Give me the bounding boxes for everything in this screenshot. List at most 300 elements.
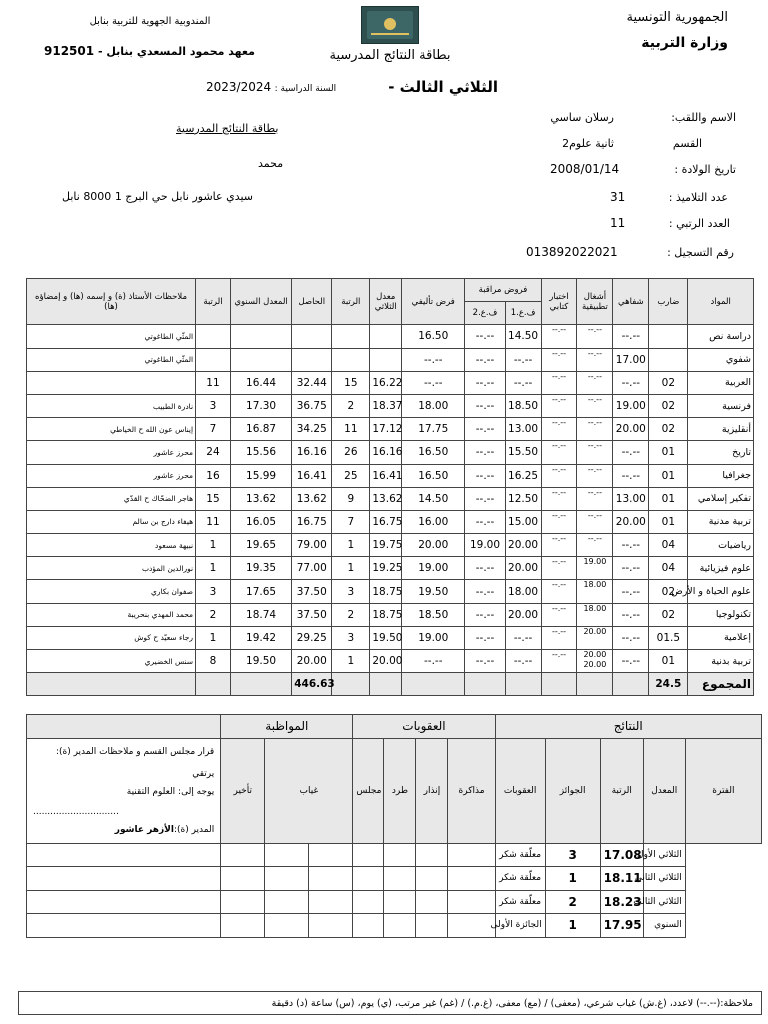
control-2-cell: --.-- [465,487,505,510]
absence-b-cell [265,843,309,867]
tri-avg-cell: 18.75 [370,603,402,626]
oral-cell: --.-- [613,603,649,626]
director-label: المدير (ة): [173,824,215,835]
teacher-note-cell: رجاء سعيّد ح كوش [27,626,196,649]
col-written: اختبار كتابي [541,279,577,325]
total-cell: 36.75 [292,394,332,417]
tri-avg-cell: 16.16 [370,441,402,464]
written-cell: --.-- [541,603,577,626]
decision-value: يرتقي [192,768,215,779]
school-year-value: 2023/2024 [206,80,272,94]
subject-cell: فرنسية [688,394,754,417]
coef-cell: 02 [649,371,688,394]
written-cell: --.-- [541,418,577,441]
council-cell [309,890,353,914]
result-rank-cell: 2 [545,890,600,914]
written-cell: --.-- [541,325,577,348]
control-1-cell: 18.50 [505,394,541,417]
control-1-cell: 15.50 [505,441,541,464]
practical-cell: --.-- [577,418,613,441]
subject-cell: علوم فيزيائية [688,557,754,580]
total-cell: 79.00 [292,534,332,557]
annual-rank-cell [196,325,231,348]
total-cell: 20.00 [292,650,332,673]
practical-cell: --.-- [577,464,613,487]
control-2-cell: --.-- [465,348,505,371]
written-cell: --.-- [541,650,577,673]
penalty-cell [448,890,495,914]
oral-cell: 13.00 [613,487,649,510]
control-1-cell: 14.50 [505,325,541,348]
coef-cell [649,325,688,348]
col-annual-rank: الرتبة [196,279,231,325]
class-value: ثانية علوم2 [562,137,614,150]
teacher-note-cell: المثّي الطاغوتي [27,348,196,371]
tri-avg-cell: 17.12 [370,418,402,441]
annual-avg-cell: 19.50 [230,650,291,673]
subject-cell: العربية [688,371,754,394]
results-table [26,714,762,938]
annual-avg-cell: 19.65 [230,534,291,557]
prize-cell: الجائزة الأولى [495,914,545,938]
annual-rank-cell: 3 [196,580,231,603]
control-2-cell: --.-- [465,603,505,626]
synthesis-cell: 18.50 [402,603,465,626]
parent-name: محمد [258,157,284,170]
signature-dots: .............................. [33,806,119,817]
control-2-cell: --.-- [465,371,505,394]
subject-cell: جغرافيا [688,464,754,487]
control-2-cell: --.-- [465,580,505,603]
control-2-cell: --.-- [465,464,505,487]
col-rank: الرتبة [332,279,370,325]
teacher-note-cell: صفوان بكاري [27,580,196,603]
grade-row [27,464,754,487]
grade-row [27,487,754,510]
control-1-cell: --.-- [505,371,541,394]
total-cell: 16.16 [292,441,332,464]
name-label: الاسم واللقب: [671,111,736,124]
total-cell: 34.25 [292,418,332,441]
annual-rank-cell: 15 [196,487,231,510]
warning-cell [384,890,416,914]
practical-cell: --.-- [577,348,613,371]
teacher-note-cell: إيناس عون الله ح الخياطي [27,418,196,441]
result-row [27,867,762,891]
card-title: بطاقة النتائج المدرسية [329,48,451,63]
penalty-cell [448,914,495,938]
coef-cell: 01 [649,487,688,510]
tri-avg-cell: 13.62 [370,487,402,510]
penalties-title: العقوبات [353,715,495,739]
attendance-title: المواظبة [221,715,353,739]
grade-row [27,534,754,557]
practical-cell: --.-- [577,441,613,464]
synthesis-cell: 16.00 [402,510,465,533]
oral-cell: --.-- [613,325,649,348]
ministry-logo [361,6,419,44]
oral-cell: --.-- [613,371,649,394]
memo-header: مذاكرة [448,738,495,843]
control-1-cell: 18.00 [505,580,541,603]
written-cell: --.-- [541,441,577,464]
practical-cell: --.-- [577,510,613,533]
annual-rank-cell: 11 [196,510,231,533]
col-practical: أشغال تطبيقية [577,279,613,325]
rank-cell: 25 [332,464,370,487]
class-label: القسم [672,137,702,150]
grade-row [27,626,754,649]
coef-cell: 04 [649,534,688,557]
grade-row [27,650,754,673]
annual-rank-cell: 7 [196,418,231,441]
teacher-note-cell: نورالدين المؤدب [27,557,196,580]
total-cell [292,348,332,371]
written-cell: --.-- [541,371,577,394]
prize-cell: معلّقة شكر [495,867,545,891]
synthesis-cell: 19.00 [402,557,465,580]
tri-avg-cell [370,348,402,371]
grade-row [27,325,754,348]
rank-cell: 7 [332,510,370,533]
footer-note: ملاحظة:(--.--) لاعدد، (غ.ش) غياب شرعي، (معفى) / (مع) معفى، (غ.م.) / (غم) غير مرتب، (ي) يوم، (س) ساعة (د) دقيقة [18,991,762,1015]
result-rank-cell: 1 [545,867,600,891]
grade-row [27,557,754,580]
control-2-cell: --.-- [465,650,505,673]
absence-a-cell [221,867,265,891]
total-cell [292,325,332,348]
annual-avg-cell: 17.30 [230,394,291,417]
absence-a-cell [221,890,265,914]
total-cell [332,673,370,696]
decision-title: قرار مجلس القسم و ملاحظات المدير (ة): [55,746,215,757]
memo-cell [416,843,448,867]
memo-cell [416,867,448,891]
absence-a-cell [221,914,265,938]
control-1-cell: 20.00 [505,603,541,626]
subject-cell: أنقليزية [688,418,754,441]
practical-cell: --.-- [577,325,613,348]
written-cell: --.-- [541,510,577,533]
annual-rank-cell: 16 [196,464,231,487]
coef-cell: 02 [649,580,688,603]
penalty-cell [448,867,495,891]
total-cell: 77.00 [292,557,332,580]
address-line: سيدي عاشور نابل حي البرج 1 8000 نابل [62,190,254,203]
oral-cell: 20.00 [613,418,649,441]
rank-cell: 3 [332,626,370,649]
expel-cell [353,914,384,938]
oral-cell: --.-- [613,441,649,464]
control-1-cell: 13.00 [505,418,541,441]
rank-header: الرتبة [600,738,643,843]
annual-rank-cell: 3 [196,394,231,417]
annual-avg-cell: 19.42 [230,626,291,649]
rank-cell: 9 [332,487,370,510]
director-line [33,823,214,837]
total-cell [230,673,291,696]
practical-cell: --.-- [577,371,613,394]
synthesis-cell: 18.00 [402,394,465,417]
period-cell: الثلاثي الثاني [643,867,685,891]
control-1-cell: 16.25 [505,464,541,487]
rank-cell: 3 [332,580,370,603]
practical-cell: 20.00 [577,626,613,649]
oral-cell: 17.00 [613,348,649,371]
late-cell [27,867,221,891]
coef-cell: 01 [649,441,688,464]
birth-label: تاريخ الولادة : [674,163,736,176]
col-tri-avg: معدل الثلاثي [370,279,402,325]
col-subject: المواد [688,279,754,325]
total-cell: 37.50 [292,580,332,603]
blank-cell [27,715,221,739]
oral-cell: --.-- [613,580,649,603]
oral-cell: --.-- [613,557,649,580]
written-cell: --.-- [541,464,577,487]
rank-cell: 2 [332,603,370,626]
council-cell [309,843,353,867]
trimester-title: الثلاثي الثالث - [388,78,498,96]
practical-value-2: 20.00 [583,660,607,669]
coef-cell: 01 [649,650,688,673]
grade-row [27,371,754,394]
coef-cell: 02 [649,603,688,626]
subject-cell: علوم الحياة و الأرض [688,580,754,603]
synthesis-cell: 16.50 [402,464,465,487]
col-synthesis: فرض تأليفي [402,279,465,325]
subject-cell: دراسة نص [688,325,754,348]
annual-avg-cell: 16.05 [230,510,291,533]
expel-cell [353,890,384,914]
written-cell: --.-- [541,348,577,371]
annual-avg-cell: 17.65 [230,580,291,603]
school-line [44,44,255,58]
control-2-cell: --.-- [465,510,505,533]
total-cell [27,673,196,696]
result-avg-cell: 18.11 [600,867,643,891]
synthesis-cell: 20.00 [402,534,465,557]
oral-cell: 19.00 [613,394,649,417]
warning-cell [384,867,416,891]
school-code: 912501 [44,44,95,58]
rank-cell: 11 [332,418,370,441]
synthesis-cell: --.-- [402,371,465,394]
oral-cell: --.-- [613,626,649,649]
warning-header: إنذار [416,738,448,843]
late-cell [27,890,221,914]
oral-cell: --.-- [613,650,649,673]
count-label: عدد التلاميذ : [668,191,728,204]
coef-cell: 01.5 [649,626,688,649]
rank-cell: 15 [332,371,370,394]
oral-cell: --.-- [613,464,649,487]
synthesis-cell: 17.75 [402,418,465,441]
control-2-cell: --.-- [465,325,505,348]
rank-cell: 1 [332,557,370,580]
result-rank-cell: 3 [545,843,600,867]
result-avg-cell: 17.08 [600,843,643,867]
prizes-header: الجوائز [545,738,600,843]
practical-value-1: 20.00 [583,650,607,659]
control-1-cell: 15.00 [505,510,541,533]
birth-value: 2008/01/14 [550,162,620,176]
annual-avg-cell [230,348,291,371]
coef-cell: 04 [649,557,688,580]
total-row [27,673,754,696]
synthesis-cell: 14.50 [402,487,465,510]
total-cell: 446.63 [292,673,332,696]
warning-cell [384,914,416,938]
control-1-cell: 12.50 [505,487,541,510]
annual-avg-cell: 18.74 [230,603,291,626]
practical-cell: --.-- [577,394,613,417]
tri-avg-cell: 19.75 [370,534,402,557]
memo-cell [416,914,448,938]
total-cell: 13.62 [292,487,332,510]
grade-row [27,510,754,533]
synthesis-cell: 19.50 [402,580,465,603]
penalty-cell [448,843,495,867]
written-cell: --.-- [541,534,577,557]
annual-rank-cell: 11 [196,371,231,394]
total-cell: 16.41 [292,464,332,487]
absence-b-cell [265,867,309,891]
total-cell [613,673,649,696]
rank-cell: 1 [332,534,370,557]
total-cell: 29.25 [292,626,332,649]
subject-cell: تفكير إسلامي [688,487,754,510]
annual-avg-cell: 15.99 [230,464,291,487]
late-cell [27,843,221,867]
teacher-note-cell: نبيهة مسعود [27,534,196,557]
rank-cell [332,348,370,371]
council-decision [27,738,221,843]
rank-cell [332,325,370,348]
synthesis-cell: --.-- [402,650,465,673]
annual-avg-cell: 15.56 [230,441,291,464]
control-1-cell: --.-- [505,348,541,371]
period-cell: الثلاثي الثالث [643,890,685,914]
avg-header: المعدل [643,738,685,843]
reg-value: 013892022021 [526,245,618,259]
col-annual-avg: المعدل السنوي [230,279,291,325]
address-title: بطاقة النتائج المدرسية [176,122,279,135]
total-cell [541,673,577,696]
annual-rank-cell: 1 [196,557,231,580]
col-total: الحاصل [292,279,332,325]
annual-rank-cell: 1 [196,626,231,649]
result-row [27,890,762,914]
col-oral: شفاهي [613,279,649,325]
school-year [206,80,336,94]
tri-avg-cell: 20.00 [370,650,402,673]
annual-rank-cell: 8 [196,650,231,673]
order-value: 11 [610,216,626,230]
teacher-note-cell: محرز عاشور [27,441,196,464]
prize-cell: معلّقة شكر [495,843,545,867]
period-cell: الثلاثي الأول [643,843,685,867]
oral-cell: --.-- [613,534,649,557]
written-cell: --.-- [541,394,577,417]
synthesis-cell: 16.50 [402,441,465,464]
practical-cell: --.-- [577,487,613,510]
practical-cell: --.-- [577,534,613,557]
total-cell: 37.50 [292,603,332,626]
col-control: فروض مراقبة [465,279,541,302]
tri-avg-cell [370,325,402,348]
result-avg-cell: 17.95 [600,914,643,938]
total-cell: 24.5 [649,673,688,696]
result-rank-cell: 1 [545,914,600,938]
late-header: تأخير [221,738,265,843]
practical-cell: 19.00 [577,557,613,580]
teacher-note-cell: نادرة الطبيب [27,394,196,417]
name-value: رسلان ساسي [550,111,614,124]
written-cell: --.-- [541,487,577,510]
synthesis-cell: 19.00 [402,626,465,649]
subject-cell: تربية بدنية [688,650,754,673]
col-coef: ضارب [649,279,688,325]
control-1-cell: --.-- [505,650,541,673]
teacher-note-cell: هاجر الضحّاك ح القدّي [27,487,196,510]
col-control-2: ف.ع.2 [465,302,505,325]
grade-row [27,603,754,626]
annual-rank-cell: 24 [196,441,231,464]
control-2-cell: --.-- [465,418,505,441]
council-cell [309,914,353,938]
total-cell [505,673,541,696]
expel-cell [353,867,384,891]
result-avg-cell: 18.23 [600,890,643,914]
synthesis-cell: 16.50 [402,325,465,348]
total-cell [370,673,402,696]
control-1-cell: --.-- [505,626,541,649]
written-cell: --.-- [541,626,577,649]
results-title: النتائج [495,715,761,739]
reg-label: رقم التسجيل : [667,246,734,259]
control-1-cell: 20.00 [505,534,541,557]
prize-cell: معلّقة شكر [495,890,545,914]
council-cell [309,867,353,891]
teacher-note-cell: محرز عاشور [27,464,196,487]
annual-avg-cell [230,325,291,348]
school-name: معهد محمود المسعدي بنابل - [97,45,255,58]
coef-cell [649,348,688,371]
total-cell [196,673,231,696]
teacher-note-cell: هيفاء دارج بن سالم [27,510,196,533]
result-row [27,843,762,867]
subject-cell: شفوي [688,348,754,371]
control-2-cell: 19.00 [465,534,505,557]
council-header: مجلس [353,738,384,843]
grade-row [27,348,754,371]
expel-header: طرد [384,738,416,843]
control-1-cell: 20.00 [505,557,541,580]
practical-cell [577,650,613,673]
grade-row [27,418,754,441]
annual-rank-cell: 2 [196,603,231,626]
director-name: الأزهر عاشور [114,824,174,835]
absence-header: غياب [265,738,353,843]
tri-avg-cell: 18.37 [370,394,402,417]
control-2-cell: --.-- [465,557,505,580]
rank-cell: 26 [332,441,370,464]
memo-cell [416,890,448,914]
late-cell [27,914,221,938]
annual-avg-cell: 13.62 [230,487,291,510]
teacher-note-cell: المثّي الطاغوتي [27,325,196,348]
